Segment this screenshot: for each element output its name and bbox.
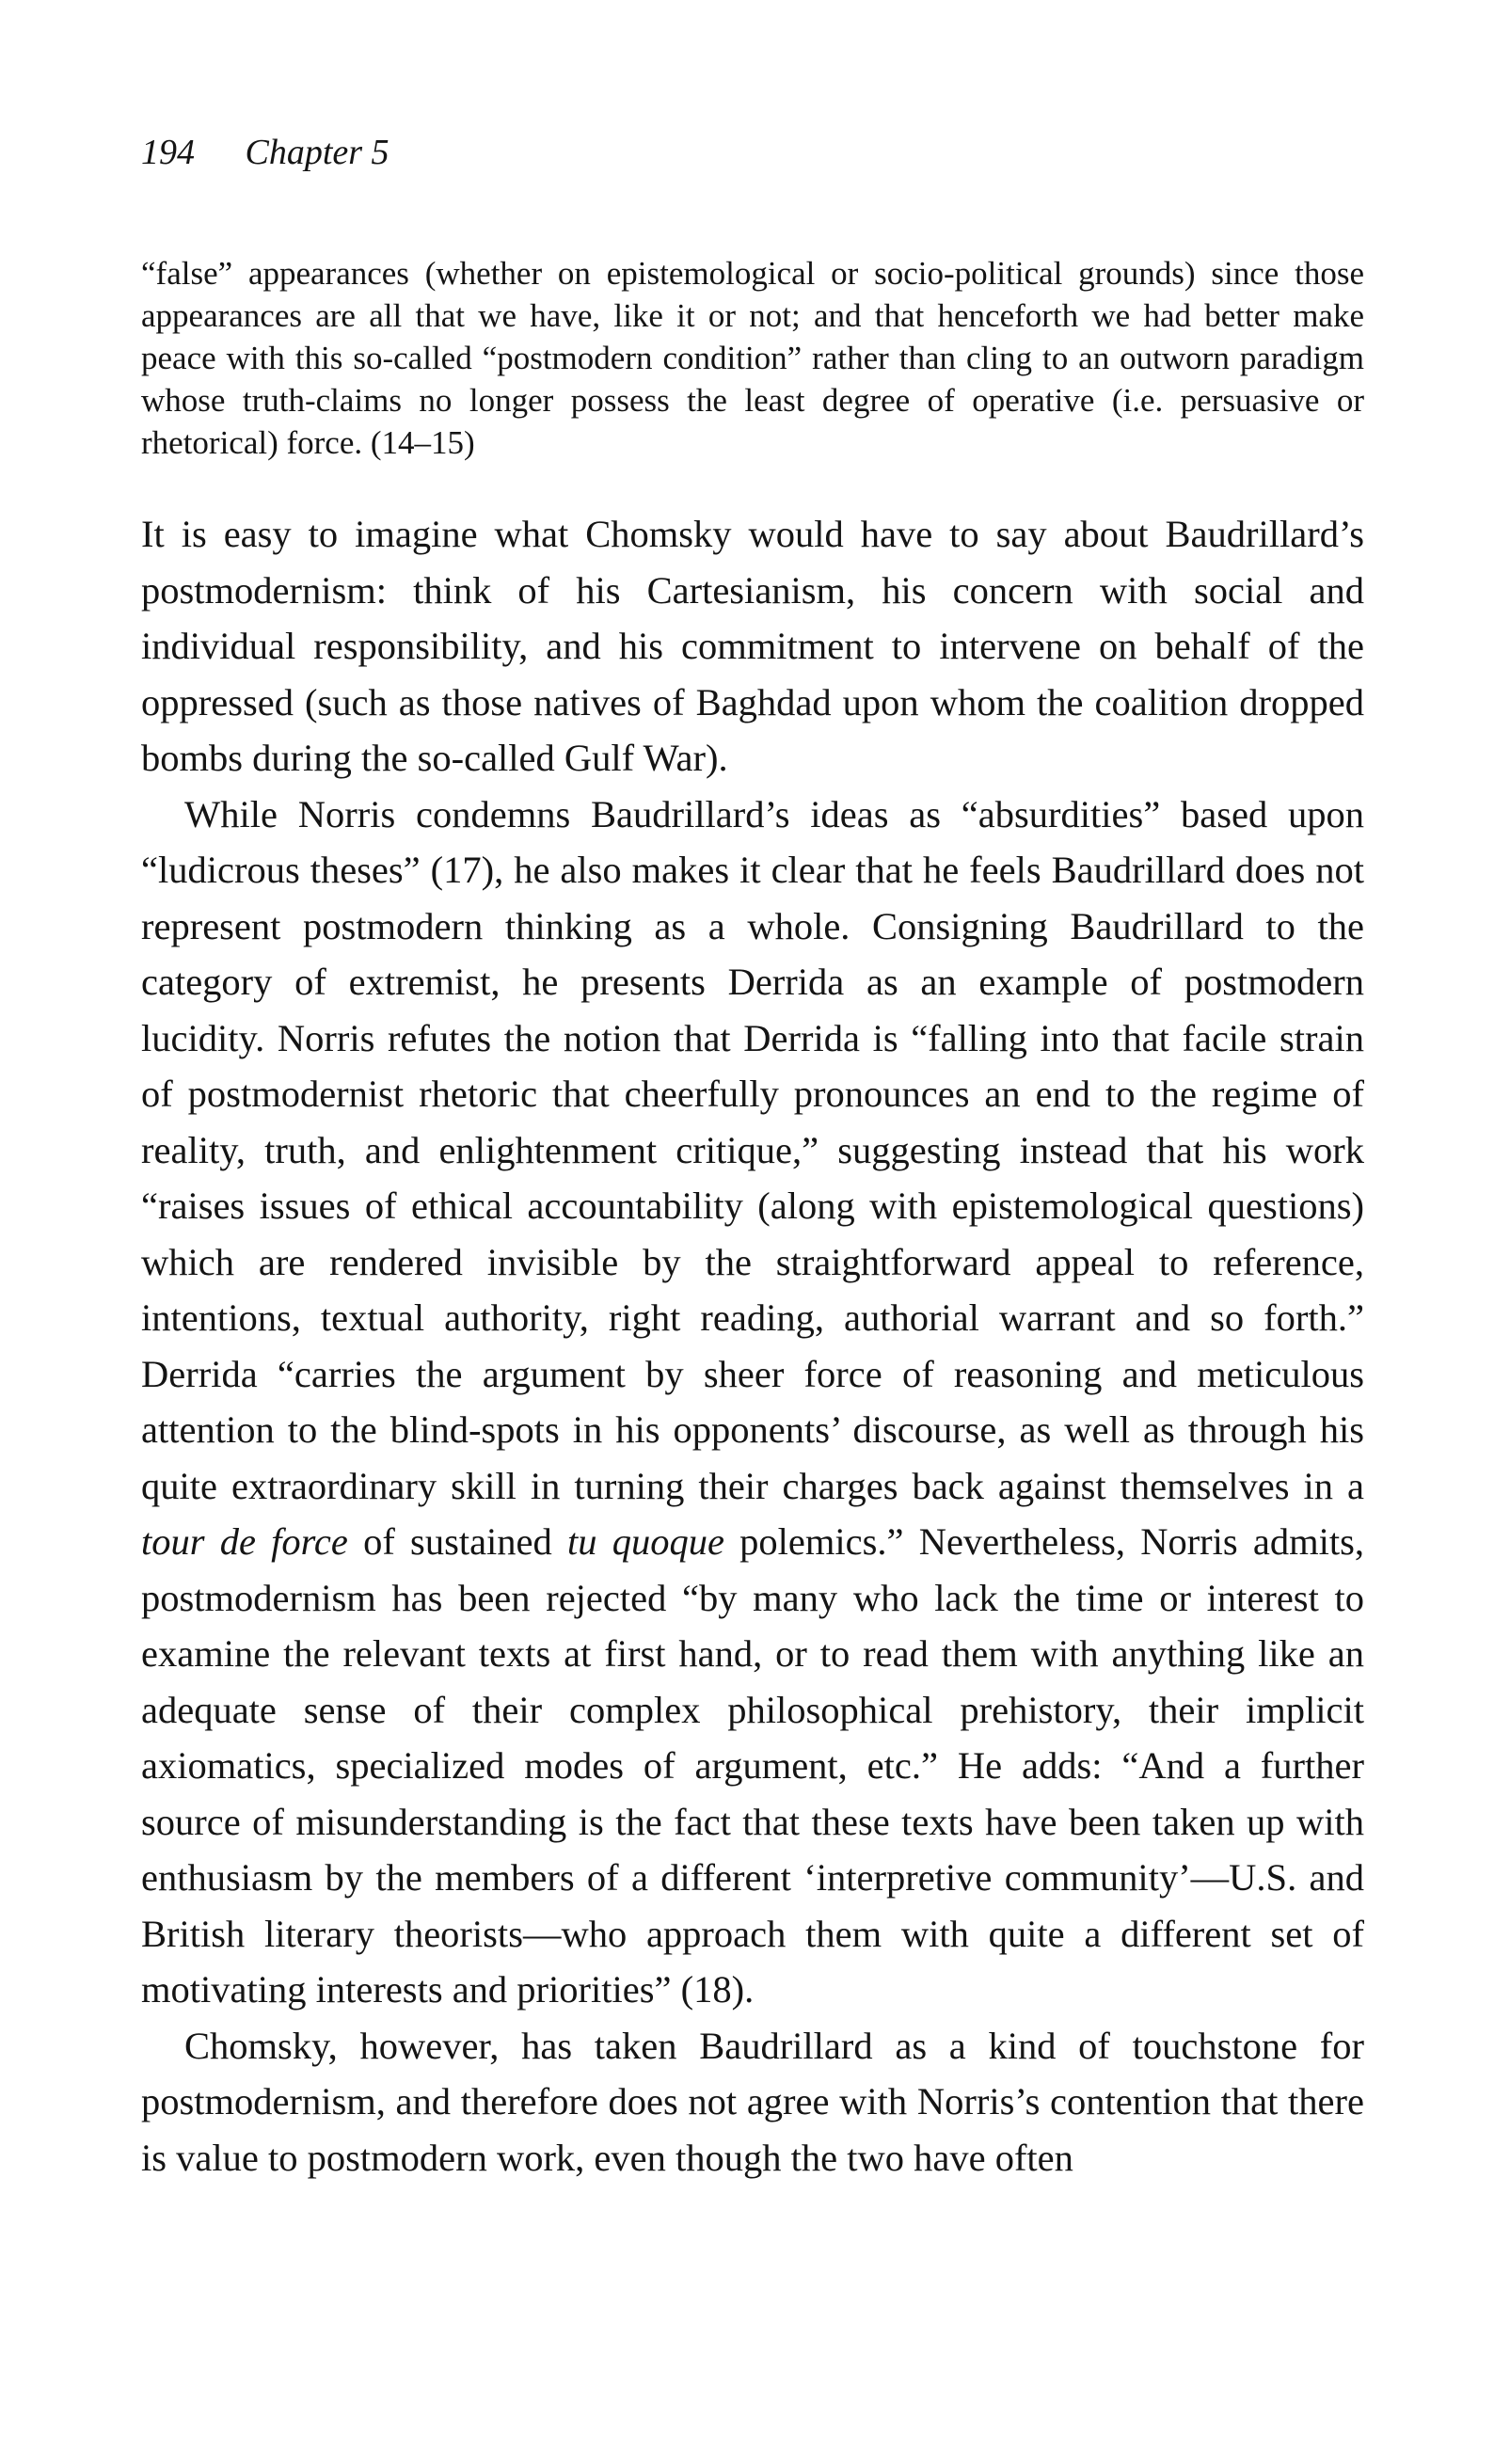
paragraph-1 bbox=[141, 506, 1364, 787]
paragraph-2-italic-tu-quoque: tu quoque bbox=[567, 1520, 724, 1563]
paragraph-2-italic-tour-de-force: tour de force bbox=[141, 1520, 348, 1563]
running-header bbox=[141, 132, 389, 173]
paragraph-2-text-c: polemics.” Nevertheless, Norris admits, postmodernism has been rejected “by many who lack the time or interest to examine the relevant texts at first hand, or to read them with anything like an adequate sense of their complex philosophical prehistory, their implicit axiomatics, specialized modes of argument, etc.” He adds: “And a further source of misunderstanding is the fact that these texts have been taken up with enthusiasm by the members of a different ‘interpretive community’—U.S. and British literary theorists—who approach them with quite a different set of motivating interests and priorities” (18). bbox=[141, 1520, 1365, 2011]
paragraph-3 bbox=[141, 2018, 1364, 2186]
page-number: 194 bbox=[141, 133, 195, 172]
paragraph-1-text: It is easy to imagine what Chomsky would have to say about Baudrillard’s postmodernism: think of his Cartesianism, his concern with social and individual responsibility, and his commitment to intervene on behalf of the oppressed (such as those natives of Baghdad upon whom the coalition dropped bombs during the so-called Gulf War). bbox=[141, 513, 1364, 779]
paragraph-2-text-a: While Norris condemns Baudrillard’s ideas as “absurdities” based upon “ludicrous theses” (17), he also makes it clear that he feels Baudrillard does not represent postmodern thinking as a whole. Consigning Baudrillard to the category of extremist, he presents Derrida as an example of postmodern lucidity. Norris refutes the notion that Derrida is “falling into that facile strain of postmodernist rhetoric that cheerfully pronounces an end to the regime of reality, truth, and enlightenment critique,” suggesting instead that his work “raises issues of ethical accountability (along with epistemological questions) which are rendered invisible by the straightforward appeal to reference, intentions, textual authority, right reading, authorial warrant and so forth.” Derrida “carries the argument by sheer force of reasoning and meticulous attention to the blind-spots in his opponents’ discourse, as well as through his quite extraordinary skill in turning their charges back against themselves in a bbox=[141, 792, 1364, 1507]
body-text bbox=[141, 499, 1364, 2186]
paragraph-3-text: Chomsky, however, has taken Baudrillard as a kind of touchstone for postmodernism, and therefore does not agree with Norris’s contention that there is value to postmodern work, even though the two have often bbox=[141, 2024, 1364, 2179]
paragraph-2 bbox=[141, 787, 1364, 2018]
block-quote-text: “false” appearances (whether on epistemological or socio-political grounds) since those appearances are all that we have, like it or not; and that henceforth we had better make peace with this so-called “postmodern condition” rather than cling to an outworn paradigm whose truth-claims no longer possess the least degree of operative (i.e. persuasive or rhetorical) force. (14–15) bbox=[141, 255, 1364, 461]
paragraph-2-text-b: of sustained bbox=[347, 1520, 567, 1563]
block-quote bbox=[141, 252, 1364, 464]
chapter-title: Chapter 5 bbox=[245, 133, 389, 172]
